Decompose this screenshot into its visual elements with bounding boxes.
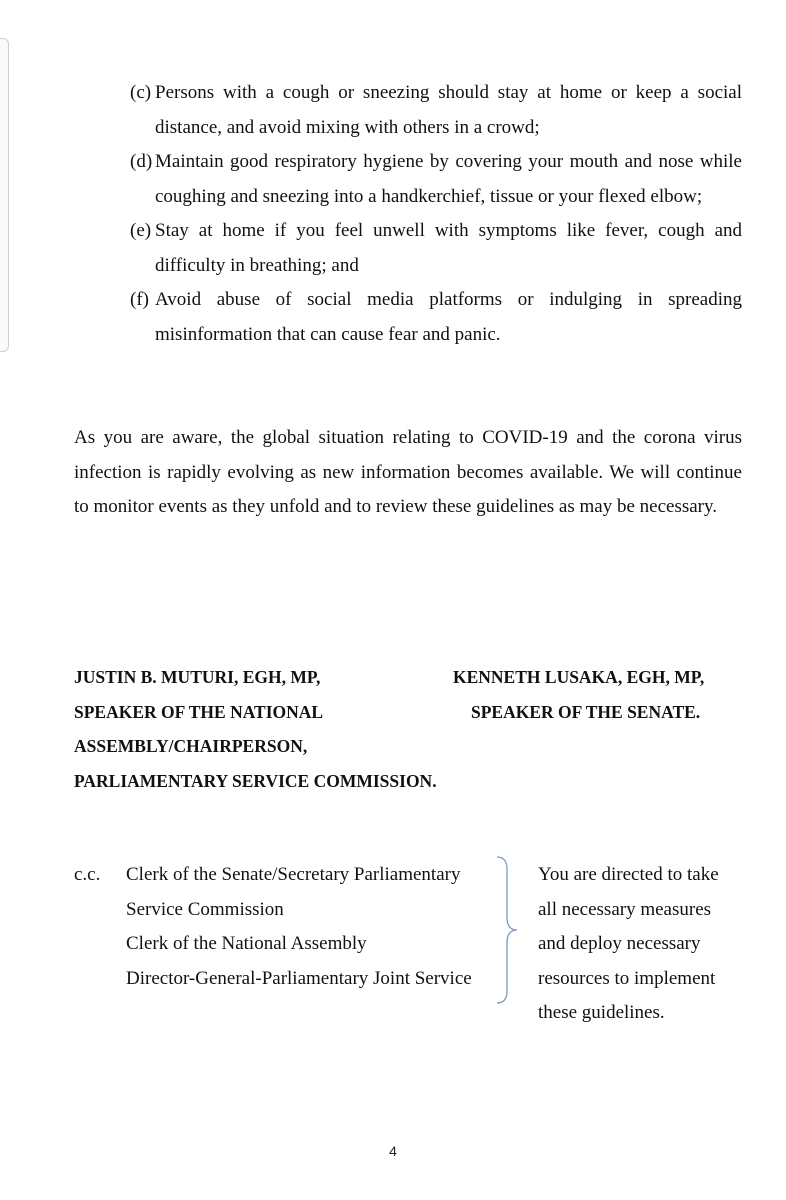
signatory-title-line: SPEAKER OF THE SENATE.: [471, 701, 701, 722]
list-item-text: Avoid abuse of social media platforms or indulging in spreading misinformation that can cause fear and panic.: [155, 289, 742, 345]
list-item: [130, 76, 742, 145]
signatory-title-line: PARLIAMENTARY SERVICE COMMISSION.: [74, 770, 437, 791]
list-item: [130, 145, 742, 214]
cc-note-line: resources to implement: [538, 967, 716, 989]
signatory-name: KENNETH LUSAKA, EGH, MP,: [453, 667, 705, 687]
list-item-text: Persons with a cough or sneezing should stay at home or keep a social distance, and avoid mixing with others in a crowd;: [155, 82, 742, 138]
signatory-title-line: SPEAKER OF THE NATIONAL: [74, 701, 324, 722]
signatory-name: JUSTIN B. MUTURI, EGH, MP,: [74, 667, 321, 687]
cc-note-line: You are directed to take: [538, 864, 719, 885]
cc-label: c.c.: [74, 864, 101, 885]
right-brace-icon: [495, 855, 519, 1005]
list-marker: (d): [130, 151, 153, 172]
list-item: [130, 283, 742, 352]
page-number: 4: [389, 1143, 397, 1159]
signature-block-left: [74, 660, 437, 798]
list-marker: (f): [130, 289, 149, 310]
cc-recipient: Director-General-Parliamentary Joint Service: [126, 967, 472, 989]
cc-recipient: Clerk of the National Assembly: [126, 933, 367, 954]
list-item-text: Stay at home if you feel unwell with symptoms like fever, cough and difficulty in breathing; and: [155, 220, 742, 276]
signature-block-right: [453, 660, 704, 729]
cc-recipient-list: [126, 858, 472, 996]
cc-note-line: all necessary measures: [538, 898, 712, 920]
cc-note-line: these guidelines.: [538, 1002, 665, 1023]
cc-recipient: Service Commission: [126, 898, 284, 920]
cc-note-line: and deploy necessary: [538, 933, 701, 954]
list-marker: (c): [130, 82, 152, 103]
signatory-title-line: ASSEMBLY/CHAIRPERSON,: [74, 736, 308, 756]
list-marker: (e): [130, 220, 152, 241]
page-edge-marker: [0, 38, 9, 352]
cc-instruction-note: [538, 858, 719, 1031]
list-item: [130, 214, 742, 283]
guidelines-list: [130, 76, 742, 352]
closing-paragraph: As you are aware, the global situation relating to COVID-19 and the corona virus infection is rapidly evolving as new information becomes available. We will continue to monitor events as they unfold and to review these guidelines as may be necessary.: [74, 427, 742, 517]
list-item-text: Maintain good respiratory hygiene by covering your mouth and nose while coughing and sneezing into a handkerchief, tissue or your flexed elbow;: [155, 151, 742, 207]
cc-recipient: Clerk of the Senate/Secretary Parliamentary: [126, 864, 461, 885]
